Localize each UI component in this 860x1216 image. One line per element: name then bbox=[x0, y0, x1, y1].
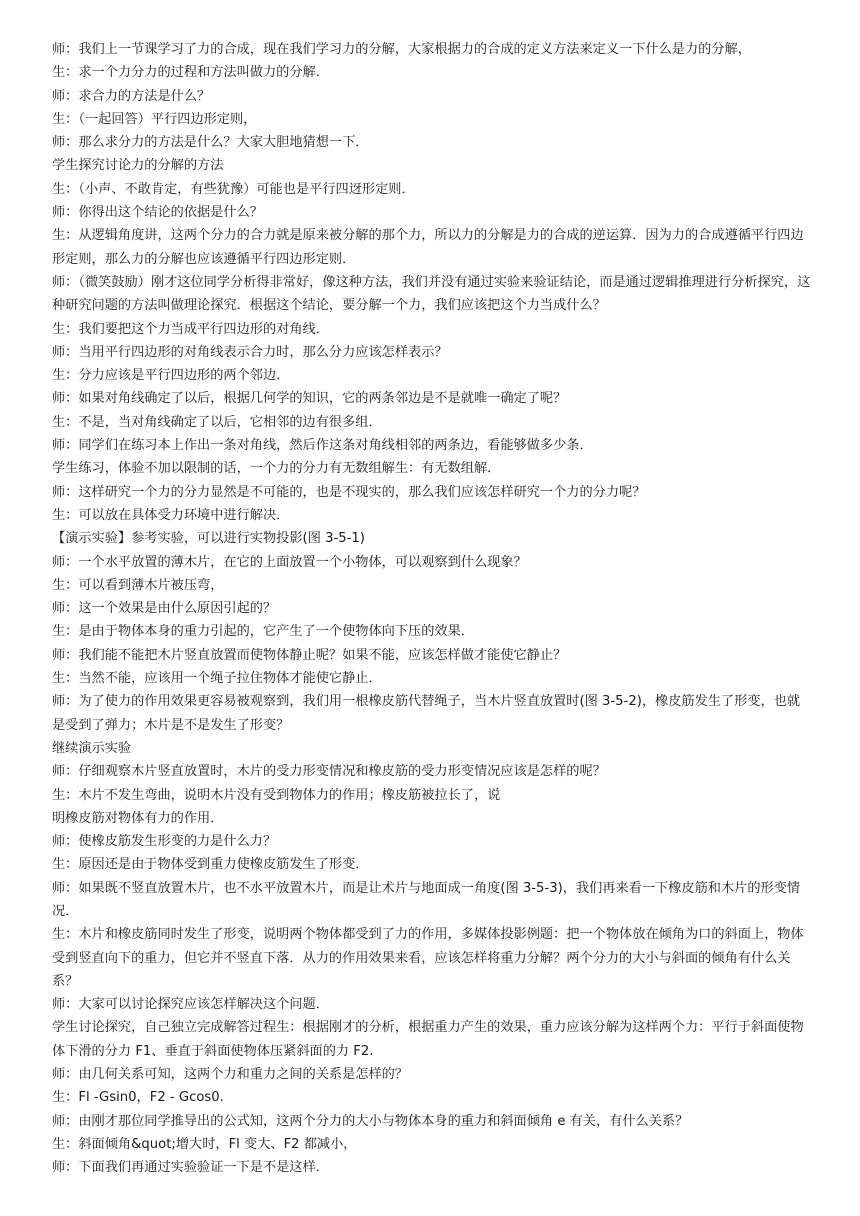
text-line: 生：我们要把这个力当成平行四边形的对角线． bbox=[52, 321, 329, 337]
text-line: 生：木片和橡皮筋同时发生了形变，说明两个物体都受到了力的作用，多媒体投影例题：把一个物体放在倾角为口的斜面上，物体受到竖直向下的重力，但它并不竖直下落．从力的作用效果来看，应该怎样将重力分解？两个分力的大小与斜面的倾角有什么关系？ bbox=[52, 927, 804, 989]
text-line: 生：是由于物体本身的重力引起的，它产生了一个使物体向下压的效果． bbox=[52, 624, 474, 640]
text-line: 师：大家可以讨论探究应该怎样解决这个问题． bbox=[52, 997, 329, 1013]
text-line: 生：分力应该是平行四边形的两个邻边． bbox=[52, 368, 290, 384]
text-line: 生：可以看到薄木片被压弯， bbox=[52, 577, 224, 593]
text-line: 生：当然不能，应该用一个绳子拉住物体才能使它静止． bbox=[52, 671, 382, 687]
text-line: 生：求一个力分力的过程和方法叫做力的分解． bbox=[52, 65, 329, 81]
text-line: 师：那么求分力的方法是什么？大家大胆地猜想一下． bbox=[52, 135, 369, 151]
text-line: 生：（小声、不敢肯定，有些犹豫）可能也是平行四迓形定则． bbox=[52, 181, 415, 197]
text-line: 师：求合力的方法是什么？ bbox=[52, 88, 211, 104]
document-body bbox=[52, 38, 812, 1180]
text-line: 师：使橡皮筋发生形变的力是什么力？ bbox=[52, 834, 277, 850]
text-line: 师：一个水平放置的薄木片，在它的上面放置一个小物体，可以观察到什么现象？ bbox=[52, 554, 527, 570]
text-line: 【演示实验】参考实验，可以进行实物投影(图 3-5-1) bbox=[52, 531, 365, 547]
text-line: 师：由几何关系可知，这两个力和重力之间的关系是怎样的？ bbox=[52, 1067, 409, 1083]
text-line: 师：如果对角线确定了以后，根据几何学的知识，它的两条邻边是不是就唯一确定了呢？ bbox=[52, 391, 567, 407]
text-line: 明橡皮筋对物体有力的作用． bbox=[52, 810, 224, 826]
text-line: 师：你得出这个结论的依据是什么？ bbox=[52, 205, 263, 221]
text-line: 继续演示实验 bbox=[52, 740, 132, 756]
text-line: 师：如果既不竖直放置木片，也不水平放置木片，而是让术片与地面成一角度(图 3-5-3)，我们再来看一下橡皮筋和木片的形变情况． bbox=[52, 880, 801, 919]
text-line: 生：原因还是由于物体受到重力使橡皮筋发生了形变． bbox=[52, 857, 369, 873]
text-line: 师：这样研究一个力的分力显然是不可能的，也是不现实的，那么我们应该怎样研究一个力的分力呢？ bbox=[52, 484, 646, 500]
text-line: 师：这一个效果是由什么原因引起的？ bbox=[52, 601, 277, 617]
text-line: 学生练习，体验不加以限制的话，一个力的分力有无数组解生：有无数组解． bbox=[52, 461, 501, 477]
text-line: 生：木片不发生弯曲，说明木片没有受到物体力的作用；橡皮筋被拉长了，说 bbox=[52, 787, 501, 803]
text-line: 师：（微笑鼓励）刚才这位同学分析得非常好，像这种方法，我们并没有通过实验来验证结论，而是通过逻辑推理进行分析探究，这种研究问题的方法叫做理论探究．根据这个结论，要分解一个力，我们应该把这个力当成什么？ bbox=[52, 274, 811, 314]
text-line: 生：从逻辑角度讲，这两个分力的合力就是原来被分解的那个力，所以力的分解是力的合成的逆运算．因为力的合成遵循平行四边形定则，那么力的分解也应该遵循平行四边形定则． bbox=[52, 228, 804, 267]
text-line: 生：斜面倾角&quot;增大时，Fl 变大、F2 都减小， bbox=[52, 1136, 357, 1152]
text-line: 生：不是，当对角线确定了以后，它相邻的边有很多组． bbox=[52, 414, 382, 430]
text-line: 师：仔细观察木片竖直放置时，木片的受力形变情况和橡皮筋的受力形变情况应该是怎样的呢？ bbox=[52, 764, 606, 780]
text-line: 师：下面我们再通过实验验证一下是不是这样． bbox=[52, 1160, 329, 1176]
text-line: 师：我们能不能把木片竖直放置而使物体静止呢？如果不能，应该怎样做才能使它静止？ bbox=[52, 647, 567, 663]
text-line: 生：（一起回答）平行四边形定则， bbox=[52, 111, 257, 127]
text-line: 师：同学们在练习本上作出一条对角线，然后作这条对角线相邻的两条边，看能够做多少条． bbox=[52, 438, 593, 454]
text-line: 师：当用平行四边形的对角线表示合力时，那么分力应该怎样表示？ bbox=[52, 344, 448, 360]
text-line: 师：为了使力的作用效果更容易被观察到，我们用一根橡皮筋代替绳子，当木片竖直放置时(图 3-5-2)，橡皮筋发生了形变，也就是受到了弹力；木片是不是发生了形变？ bbox=[52, 694, 801, 733]
text-line: 师：我们上一节课学习了力的合成，现在我们学习力的分解，大家根据力的合成的定义方法来定义一下什么是力的分解， bbox=[52, 42, 751, 57]
text-line: 学生讨论探究，自己独立完成解答过程生：根据刚才的分析，根据重力产生的效果，重力应该分解为这样两个力：平行于斜面使物体下滑的分力 F1、垂直于斜面使物体压紧斜面的力 F2. bbox=[52, 1020, 804, 1059]
text-line: 学生探究讨论力的分解的方法 bbox=[52, 158, 224, 174]
text-line: 师：由刚才那位同学推导出的公式知，这两个分力的大小与物体本身的重力和斜面倾角 e 有关，有什么关系？ bbox=[52, 1113, 689, 1129]
text-line: 生：可以放在具体受力环境中进行解决． bbox=[52, 507, 290, 523]
text-line: 生：Fl -Gsin0，F2 - Gcos0. bbox=[52, 1090, 224, 1106]
